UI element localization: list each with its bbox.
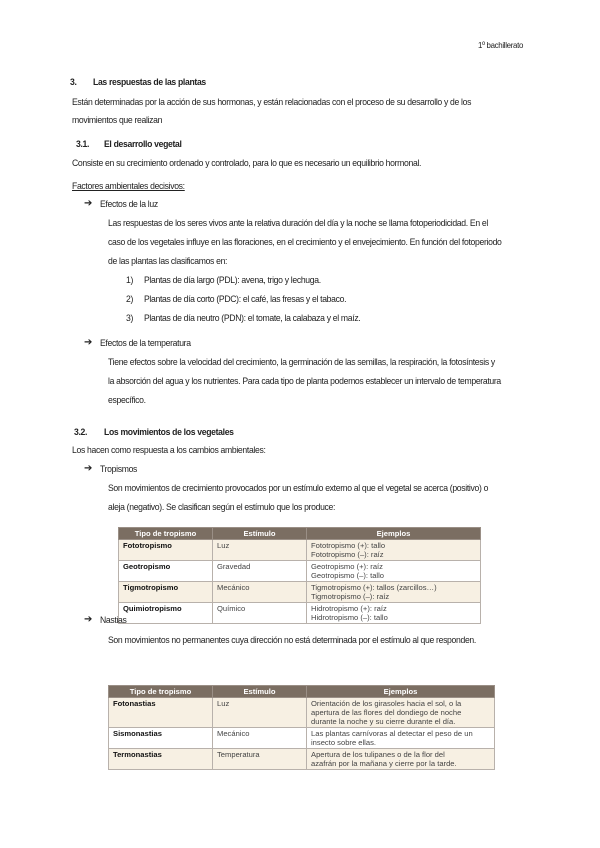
example-line: durante la noche y su cierre durante el día. bbox=[311, 717, 456, 726]
table-cell-tipo: Fotonastias bbox=[109, 698, 213, 728]
bullet-arrow-icon: ➔ bbox=[84, 614, 93, 625]
table-cell-tipo: Tigmotropismo bbox=[119, 582, 213, 603]
example-line: azafrán por la mañana y cierre por la tarde. bbox=[311, 759, 457, 768]
section-3-2-number: 3.2. bbox=[74, 426, 88, 437]
section-3-1-title: El desarrollo vegetal bbox=[104, 138, 182, 149]
example-line: Tigmotropismo (+): tallos (zarcillos…) bbox=[311, 583, 437, 592]
light-effects-line-1: Las respuestas de los seres vivos ante la relativa duración del día y la noche se llama fotoperiodicidad. En el bbox=[108, 217, 488, 228]
list-item-3: Plantas de día neutro (PDN): el tomate, la calabaza y el maíz. bbox=[144, 312, 361, 323]
example-line: Apertura de los tulipanes o de la flor del bbox=[311, 750, 445, 759]
example-line: Fototropismo (+): tallo bbox=[311, 541, 386, 550]
bullet-arrow-icon: ➔ bbox=[84, 198, 93, 209]
temperature-effects-title: Efectos de la temperatura bbox=[100, 337, 191, 348]
nastias-table bbox=[108, 685, 495, 770]
table-row bbox=[109, 698, 495, 728]
tropismos-line-2: aleja (negativo). Se clasifican según el estímulo que los produce: bbox=[108, 501, 336, 512]
table-cell-tipo: Termonastias bbox=[109, 749, 213, 770]
example-line: Geotropismo (+): raíz bbox=[311, 562, 383, 571]
table-cell-tipo: Fototropismo bbox=[119, 540, 213, 561]
table-cell-estimulo: Temperatura bbox=[213, 749, 307, 770]
light-effects-line-3: de las plantas las clasificamos en: bbox=[108, 255, 228, 266]
example-line: Orientación de los girasoles hacia el sol, o la bbox=[311, 699, 462, 708]
example-line: Fototropismo (–): raíz bbox=[311, 550, 384, 559]
section-3-intro-line-2: movimientos que realizan bbox=[72, 114, 163, 125]
section-3-title: Las respuestas de las plantas bbox=[93, 76, 206, 87]
nastias-text: Son movimientos no permanentes cuya dirección no está determinada por el estímulo al que responden. bbox=[108, 634, 476, 645]
tropismos-title: Tropismos bbox=[100, 463, 138, 474]
table-cell-estimulo: Químico bbox=[213, 603, 307, 624]
course-label: 1º bachillerato bbox=[478, 40, 524, 50]
table-header-tipo: Tipo de tropismo bbox=[109, 686, 213, 698]
table-cell-ejemplos bbox=[307, 540, 481, 561]
table-row bbox=[119, 603, 481, 624]
section-3-2-title: Los movimientos de los vegetales bbox=[104, 426, 234, 437]
table-cell-ejemplos bbox=[307, 603, 481, 624]
table-cell-estimulo: Mecánico bbox=[213, 582, 307, 603]
bullet-arrow-icon: ➔ bbox=[84, 337, 93, 348]
section-3-1-text: Consiste en su crecimiento ordenado y controlado, para lo que es necesario un equilibrio hormonal. bbox=[72, 157, 422, 168]
table-cell-tipo: Sismonastias bbox=[109, 728, 213, 749]
table-header-ejemplos: Ejemplos bbox=[307, 686, 495, 698]
temperature-line-1: Tiene efectos sobre la velocidad del crecimiento, la germinación de las semillas, la respiración, la fotosíntesis y bbox=[108, 356, 495, 367]
list-number-3: 3) bbox=[126, 312, 134, 323]
table-row bbox=[119, 561, 481, 582]
table-cell-tipo: Geotropismo bbox=[119, 561, 213, 582]
table-header-ejemplos: Ejemplos bbox=[307, 528, 481, 540]
table-cell-ejemplos bbox=[307, 728, 495, 749]
example-line: Hidrotropismo (–): tallo bbox=[311, 613, 388, 622]
temperature-line-3: específico. bbox=[108, 394, 146, 405]
list-item-2: Plantas de día corto (PDC): el café, las fresas y el tabaco. bbox=[144, 293, 347, 304]
section-3-number: 3. bbox=[70, 76, 77, 87]
table-row bbox=[119, 540, 481, 561]
table-row bbox=[119, 582, 481, 603]
table-cell-estimulo: Luz bbox=[213, 540, 307, 561]
section-3-1-number: 3.1. bbox=[76, 138, 90, 149]
table-header-estimulo: Estímulo bbox=[213, 686, 307, 698]
section-3-intro-line-1: Están determinadas por la acción de sus hormonas, y están relacionadas con el proceso de su desarrollo y de los bbox=[72, 96, 472, 107]
nastias-title: Nastias bbox=[100, 614, 127, 625]
example-line: Tigmotropismo (–): raíz bbox=[311, 592, 390, 601]
temperature-line-2: la absorción del agua y los nutrientes. Para cada tipo de planta podemos establecer un intervalo de temperatura bbox=[108, 375, 501, 386]
list-item-1: Plantas de día largo (PDL): avena, trigo y lechuga. bbox=[144, 274, 321, 285]
section-3-2-text: Los hacen como respuesta a los cambios ambientales: bbox=[72, 444, 266, 455]
table-cell-ejemplos bbox=[307, 698, 495, 728]
factors-heading: Factores ambientales decisivos: bbox=[72, 180, 185, 191]
table-cell-ejemplos bbox=[307, 749, 495, 770]
example-line: Las plantas carnívoras al detectar el peso de un bbox=[311, 729, 473, 738]
table-cell-estimulo: Luz bbox=[213, 698, 307, 728]
bullet-arrow-icon: ➔ bbox=[84, 463, 93, 474]
table-row bbox=[109, 728, 495, 749]
table-cell-tipo: Quimiotropismo bbox=[119, 603, 213, 624]
light-effects-title: Efectos de la luz bbox=[100, 198, 158, 209]
table-cell-ejemplos bbox=[307, 561, 481, 582]
example-line: insecto sobre ellas. bbox=[311, 738, 377, 747]
example-line: apertura de las flores del dondiego de noche bbox=[311, 708, 462, 717]
list-number-2: 2) bbox=[126, 293, 134, 304]
light-effects-line-2: caso de los vegetales influye en las floraciones, en el crecimiento y el envejecimiento. En función del fotoperiodo bbox=[108, 236, 502, 247]
table-row bbox=[109, 749, 495, 770]
tropismos-line-1: Son movimientos de crecimiento provocados por un estímulo externo al que el vegetal se acerca (positivo) o bbox=[108, 482, 489, 493]
tropismos-table bbox=[118, 527, 481, 624]
table-header-estimulo: Estímulo bbox=[213, 528, 307, 540]
example-line: Geotropismo (–): tallo bbox=[311, 571, 385, 580]
table-header-tipo: Tipo de tropismo bbox=[119, 528, 213, 540]
table-cell-estimulo: Gravedad bbox=[213, 561, 307, 582]
table-cell-estimulo: Mecánico bbox=[213, 728, 307, 749]
list-number-1: 1) bbox=[126, 274, 134, 285]
table-cell-ejemplos bbox=[307, 582, 481, 603]
example-line: Hidrotropismo (+): raíz bbox=[311, 604, 387, 613]
